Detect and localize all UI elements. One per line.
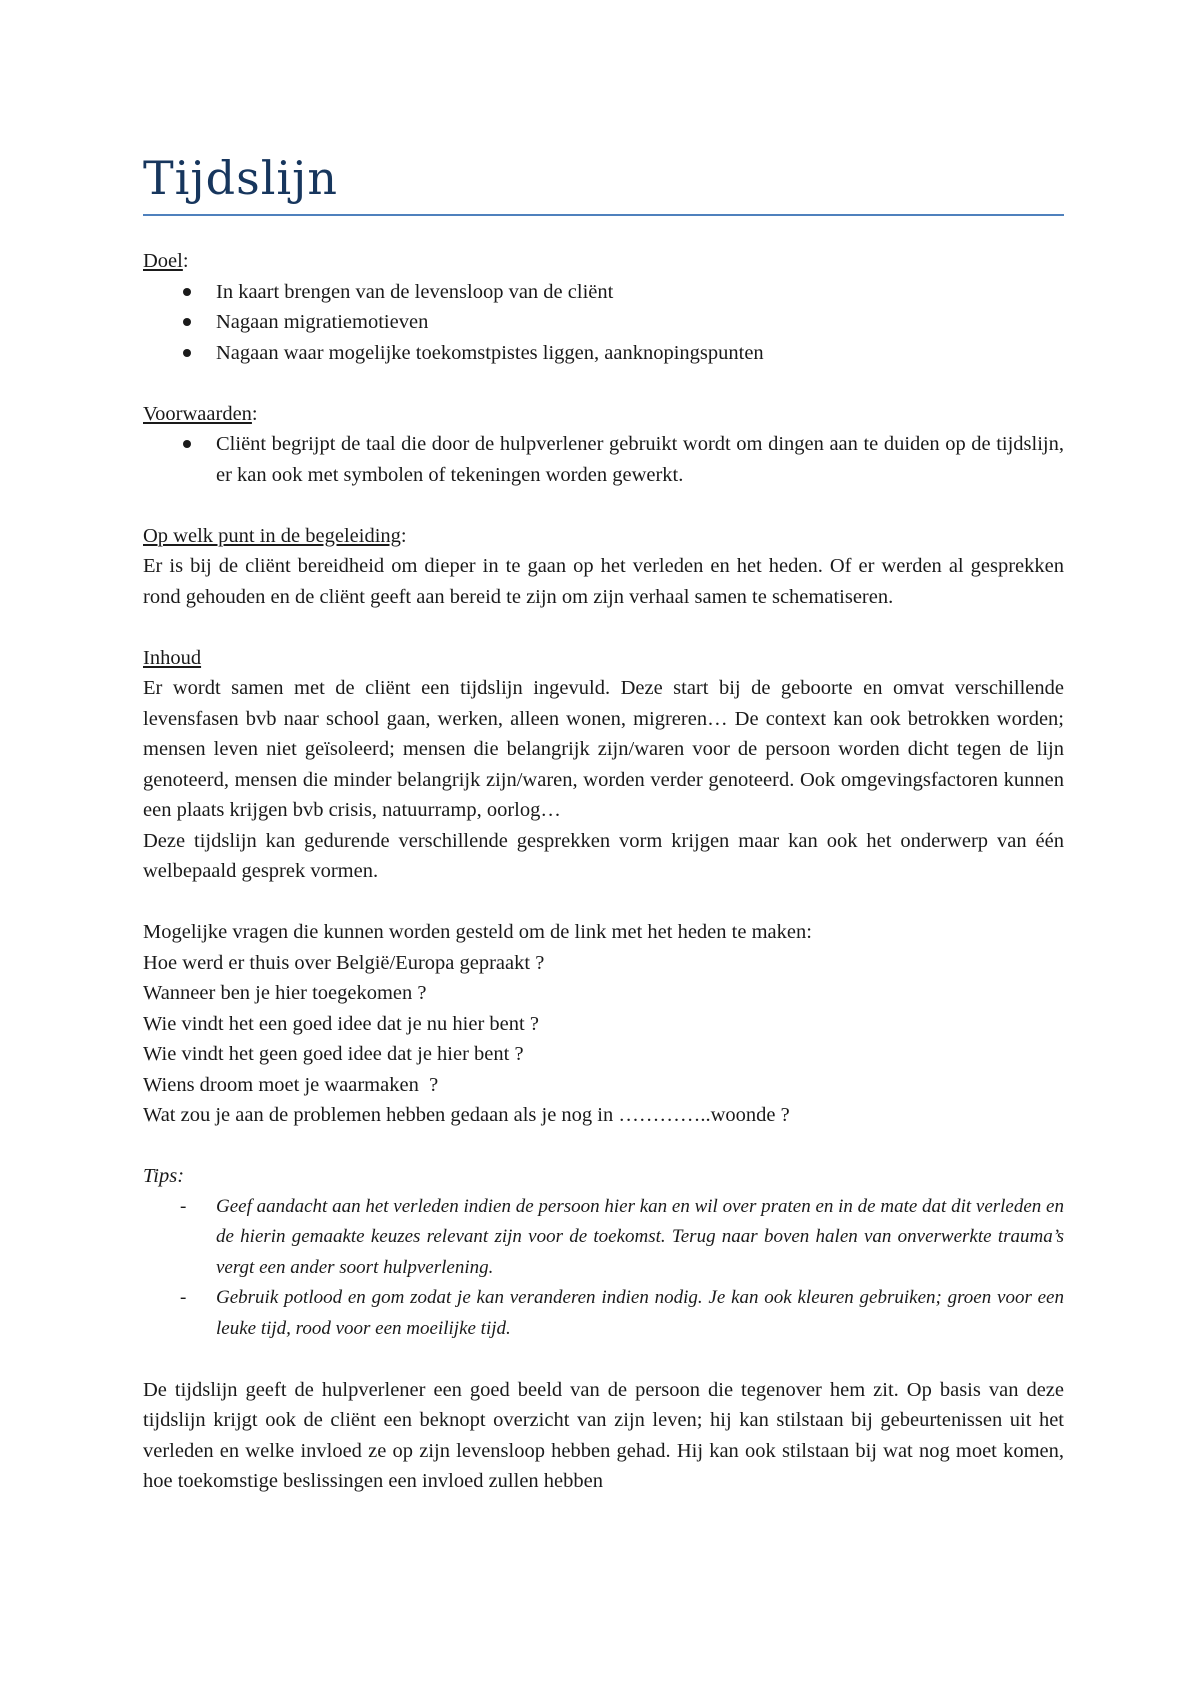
paragraph: Er is bij de cliënt bereidheid om dieper in te gaan op het verleden en het heden. Of er werden al gesprekken rond gehouden en de cliënt geeft aan bereid te zijn om zijn verhaal samen te schematiseren. — [143, 555, 1064, 608]
section-doel: Doel: In kaart brengen van de levensloop van de cliënt Nagaan migratiemotieven Nagaan waar mogelijke toekomstpistes liggen, aanknopingspunten — [143, 246, 1064, 368]
section-label-voorwaarden: Voorwaarden — [143, 402, 252, 425]
section-voorwaarden: Voorwaarden: Cliënt begrijpt de taal die door de hulpverlener gebruikt wordt om dingen aan te duiden op de tijdslijn, er kan ook met symbolen of tekeningen worden gewerkt. — [143, 399, 1064, 491]
document-content — [143, 150, 1064, 1497]
question-line: Wanneer ben je hier toegekomen ? — [143, 982, 427, 1004]
tips-label: Tips: — [143, 1165, 185, 1187]
section-tips — [143, 1161, 1064, 1344]
paragraph: Deze tijdslijn kan gedurende verschillende gesprekken vorm krijgen maar kan ook het onderwerp van één welbepaald gesprek vormen. — [143, 829, 1064, 882]
voorwaarden-list — [143, 429, 1064, 490]
section-label-begeleiding: Op welk punt in de begeleiding — [143, 524, 401, 547]
bullet-icon — [183, 349, 191, 357]
question-line: Wat zou je aan de problemen hebben gedaan als je nog in …………..woonde ? — [143, 1104, 790, 1126]
paragraph: De tijdslijn geeft de hulpverlener een goed beeld van de persoon die tegenover hem zit. Op basis van deze tijdslijn krijgt ook de cliënt een beknopt overzicht van zijn leven; hij kan stilstaan bij gebeurtenissen uit het verleden en welke invloed ze op zijn levensloop hebben gehad. Hij kan ook stilstaan bij wat nog moet komen, hoe toekomstige beslissingen een invloed zullen hebben — [143, 1378, 1064, 1492]
page-title: Tijdslijn — [143, 151, 339, 205]
list-item: - Gebruik potlood en gom zodat je kan veranderen indien nodig. Je kan ook kleuren gebruiken; groen voor een leuke tijd, rood voor een moeilijke tijd. — [143, 1283, 1064, 1344]
questions-intro: Mogelijke vragen die kunnen worden gesteld om de link met het heden te maken: — [143, 921, 812, 943]
section-vragen — [143, 917, 1064, 1131]
question-line: Wie vindt het een goed idee dat je nu hier bent ? — [143, 1012, 539, 1035]
question-line: Hoe werd er thuis over België/Europa gepraakt ? — [143, 951, 545, 974]
section-begeleiding: Op welk punt in de begeleiding: Er is bij de cliënt bereidheid om dieper in te gaan op het verleden en het heden. Of er werden al gesprekken rond gehouden en de cliënt geeft aan bereid te zijn om zijn verhaal samen te schematiseren. — [143, 521, 1064, 613]
section-label-inhoud: Inhoud — [143, 646, 202, 669]
section-label-doel: Doel — [143, 250, 183, 272]
document-body — [143, 246, 1064, 1497]
doel-list — [143, 277, 1064, 369]
list-item: Nagaan waar mogelijke toekomstpistes liggen, aanknopingspunten — [143, 338, 1064, 369]
question-line: Wiens droom moet je waarmaken ? — [143, 1073, 439, 1096]
tips-list — [143, 1192, 1064, 1345]
list-item: In kaart brengen van de levensloop van de cliënt — [143, 277, 1064, 308]
title-divider — [143, 214, 1064, 216]
bullet-icon — [183, 318, 191, 326]
bullet-icon — [183, 440, 191, 448]
list-item: Nagaan migratiemotieven — [143, 307, 1064, 338]
dash-bullet-icon: - — [180, 1195, 187, 1217]
bullet-icon — [183, 288, 191, 296]
dash-bullet-icon: - — [180, 1287, 187, 1308]
list-item: Cliënt begrijpt de taal die door de hulpverlener gebruikt wordt om dingen aan te duiden op de tijdslijn, er kan ook met symbolen of tekeningen worden gewerkt. — [143, 429, 1064, 490]
list-item: - Geef aandacht aan het verleden indien de persoon hier kan en wil over praten en in de mate dat dit verleden en de hierin gemaakte keuzes relevant zijn voor de toekomst. Terug naar boven halen van onverwerkte trauma’s vergt een ander soort hulpverlening. — [143, 1192, 1064, 1284]
question-line: Wie vindt het geen goed idee dat je hier bent ? — [143, 1043, 524, 1065]
paragraph: Er wordt samen met de cliënt een tijdslijn ingevuld. Deze start bij de geboorte en omvat verschillende levensfasen bvb naar school gaan, werken, alleen wonen, migreren… De context kan ook betrokken worden; mensen leven niet geïsoleerd; mensen die belangrijk zijn/waren voor de persoon worden dicht tegen de lijn genoteerd, mensen die minder belangrijk zijn/waren, worden verder genoteerd. Ook omgevingsfactoren kunnen een plaats krijgen bvb crisis, natuurramp, oorlog… — [143, 677, 1064, 821]
section-inhoud — [143, 643, 1064, 887]
section-slot — [143, 1375, 1064, 1497]
